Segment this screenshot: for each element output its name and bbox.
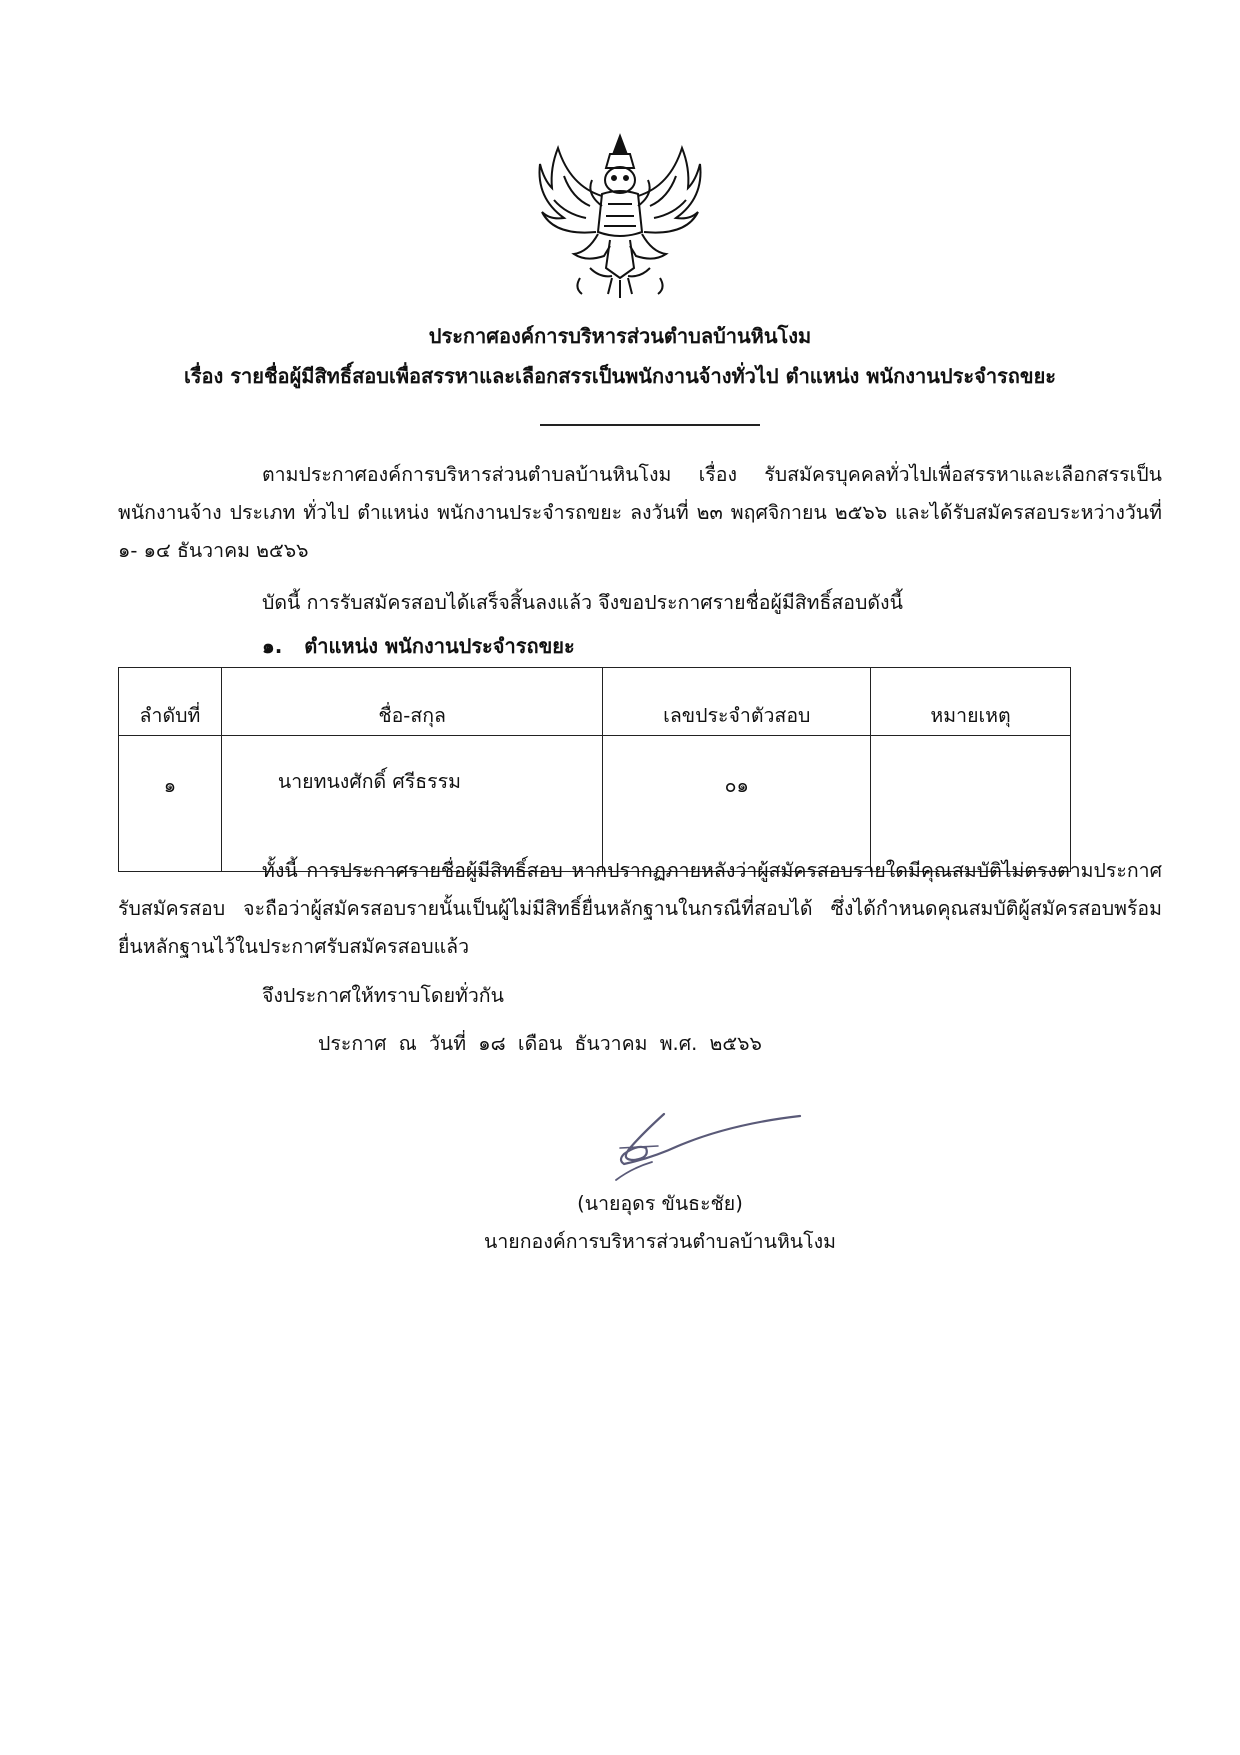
cell-order: ๑ [119,736,222,872]
signature-image [560,1108,810,1184]
announcement-date: ประกาศ ณ วันที่ ๑๘ เดือน ธันวาคม พ.ศ. ๒๕๖๖ [318,1032,762,1055]
body-paragraph-1: ตามประกาศองค์การบริหารส่วนตำบลบ้านหินโงม เรื่อง รับสมัครบุคคลทั่วไปเพื่อสรรหาและเลือกสรรเป็นพนักงานจ้าง ประเภท ทั่วไป ตำแหน่ง พนักงานประจำรถขยะ ลงวันที่ ๒๓ พฤศจิกายน ๒๕๖๖ และได้รับสมัครสอบระหว่างวันที่ ๑- ๑๔ ธันวาคม ๒๕๖๖ [118,463,1162,562]
cell-exam-id: ๐๑ [603,736,871,872]
section-title: ตำแหน่ง พนักงานประจำรถขยะ [304,634,575,658]
column-header-name: ชื่อ-สกุล [221,668,603,736]
signer-position: นายกองค์การบริหารส่วนตำบลบ้านหินโงม [484,1230,836,1253]
signer-name: (นายอุดร ขันธะชัย) [577,1192,743,1215]
closing-statement: จึงประกาศให้ทราบโดยทั่วกัน [262,984,504,1007]
cell-name: นายทนงศักดิ์ ศรีธรรม [221,736,603,872]
candidate-table [118,667,1071,872]
section-number: ๑. [262,634,283,658]
table-header-row [119,668,1071,736]
announcement-subject: เรื่อง รายชื่อผู้มีสิทธิ์สอบเพื่อสรรหาและเลือกสรรเป็นพนักงานจ้างทั่วไป ตำแหน่ง พนักงานประจำรถขยะ [183,364,1057,388]
announcement-title: ประกาศองค์การบริหารส่วนตำบลบ้านหินโงม [428,324,812,348]
garuda-emblem-icon [530,128,710,306]
section-heading [262,630,597,662]
column-header-note: หมายเหตุ [871,668,1071,736]
column-header-exam-id: เลขประจำตัวสอบ [603,668,871,736]
body-paragraph-2: บัดนี้ การรับสมัครสอบได้เสร็จสิ้นลงแล้ว จึงขอประกาศรายชื่อผู้มีสิทธิ์สอบดังนี้ [262,591,903,614]
title-divider [540,424,760,426]
body-paragraph-3: ทั้งนี้ การประกาศรายชื่อผู้มีสิทธิ์สอบ หากปรากฏภายหลังว่าผู้สมัครสอบรายใดมีคุณสมบัติไม่ตรงตามประกาศรับสมัครสอบ จะถือว่าผู้สมัครสอบรายนั้นเป็นผู้ไม่มีสิทธิ์ยื่นหลักฐานในกรณีที่สอบได้ ซึ่งได้กำหนดคุณสมบัติผู้สมัครสอบพร้อมยื่นหลักฐานไว้ในประกาศรับสมัครสอบแล้ว [118,859,1162,958]
column-header-order: ลำดับที่ [119,668,222,736]
